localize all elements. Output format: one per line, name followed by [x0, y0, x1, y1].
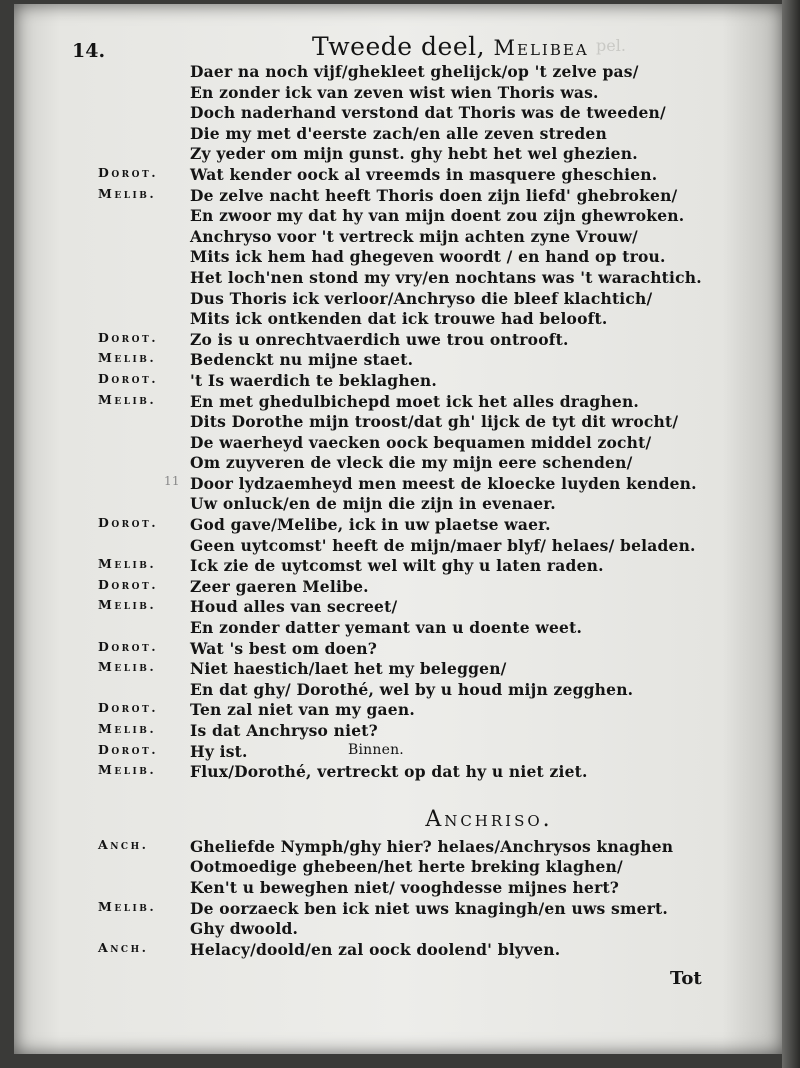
dialogue-block-a [14, 62, 784, 783]
text-line [14, 494, 784, 515]
line-text: Dits Dorothe mijn troost/dat gh' lijck de tyt dit wrocht/ [190, 412, 679, 432]
line-text: Wat 's best om doen? [190, 638, 378, 658]
line-text: God gave/Melibe, ick in uw plaetse waer. [190, 515, 551, 535]
text-line [14, 433, 784, 454]
text-line [14, 515, 784, 536]
text-line [14, 227, 784, 248]
line-text: Anchryso voor 't vertreck mijn achten zyne Vrouw/ [190, 226, 638, 246]
text-line [14, 206, 784, 227]
speaker-label: Dorot. [98, 638, 159, 654]
line-text: Wat kender oock al vreemds in masquere gheschien. [190, 164, 658, 184]
text-line [14, 940, 784, 961]
dialogue-block-b [14, 837, 784, 961]
line-text: De waerheyd vaecken oock bequamen middel zocht/ [190, 432, 652, 452]
speaker-label: Melib. [98, 898, 157, 914]
margin-note: 11 [164, 473, 180, 488]
text-line [14, 453, 784, 474]
text-line [14, 899, 784, 920]
text-line [14, 742, 784, 763]
speaker-label: Melib. [98, 597, 157, 613]
text-line [14, 536, 784, 557]
line-text: Zeer gaeren Melibe. [190, 576, 369, 596]
line-text: Door lydzaemheyd men meest de kloecke luyden kenden. [190, 473, 697, 493]
line-text: En dat ghy/ Dorothé, wel by u houd mijn zegghen. [190, 679, 634, 699]
speaker-label: Melib. [98, 185, 157, 201]
speaker-label: Dorot. [98, 576, 159, 592]
line-text: Ghy dwoold. [190, 919, 299, 939]
text-line [14, 857, 784, 878]
book-edge [782, 0, 800, 1068]
scene-heading-text: Anchriso. [425, 806, 553, 832]
text-line [14, 618, 784, 639]
scene-heading [14, 797, 784, 837]
line-text: De zelve nacht heeft Thoris doen zijn liefd' ghebroken/ [190, 185, 678, 205]
bleed-through-text: pel. [596, 36, 626, 55]
stage-direction: Binnen. [348, 741, 404, 758]
line-text: Is dat Anchryso niet? [190, 721, 378, 740]
text-line [14, 762, 784, 783]
text-line [14, 83, 784, 104]
text-line [14, 165, 784, 186]
text-line [14, 837, 784, 858]
line-text: Zo is u onrechtvaerdich uwe trou ontrooft. [190, 329, 569, 349]
speaker-label: Melib. [98, 721, 157, 736]
line-text: Doch naderhand verstond dat Thoris was de tweeden/ [190, 103, 666, 123]
text-line [14, 597, 784, 618]
line-text: Bedenckt nu mijne staet. [190, 350, 414, 370]
text-line [14, 577, 784, 598]
text-line [14, 103, 784, 124]
line-text: En zonder datter yemant van u doente weet. [190, 618, 583, 638]
line-text: Uw onluck/en de mijn die zijn in evenaer. [190, 494, 556, 514]
catchword: Tot [670, 968, 702, 989]
text-line [14, 309, 784, 330]
line-text: Ootmoedige ghebeen/het herte breking klaghen/ [190, 857, 623, 877]
running-title-name: Melibea [493, 36, 589, 60]
text-line [14, 700, 784, 721]
text-line [14, 124, 784, 145]
line-text: Zy yeder om mijn gunst. ghy hebt het wel ghezien. [190, 144, 638, 164]
line-text: Hy ist. [190, 741, 248, 761]
text-line [14, 659, 784, 680]
text-line [14, 144, 784, 165]
speaker-label: Melib. [98, 556, 157, 572]
line-text: Daer na noch vijf/ghekleet ghelijck/op 't zelve pas/ [190, 62, 639, 81]
line-text: 't Is waerdich te beklaghen. [190, 370, 437, 390]
text-line [14, 474, 784, 495]
text-line [14, 412, 784, 433]
text-line [14, 680, 784, 701]
line-text: Houd alles van secreet/ [190, 597, 398, 617]
speaker-label: Dorot. [98, 741, 159, 757]
text-line [14, 721, 784, 742]
running-title [312, 32, 589, 61]
page-body [14, 62, 784, 960]
page-number: 14. [72, 40, 106, 62]
speaker-label: Melib. [98, 350, 157, 366]
speaker-label: Anch. [98, 836, 149, 852]
text-line [14, 289, 784, 310]
text-line [14, 392, 784, 413]
speaker-label: Dorot. [98, 515, 159, 531]
line-text: En zwoor my dat hy van mijn doent zou zijn ghewroken. [190, 206, 685, 226]
line-text: Het loch'nen stond my vry/en nochtans was 't warachtich. [190, 267, 702, 287]
text-line [14, 556, 784, 577]
line-text: Die my met d'eerste zach/en alle zeven streden [190, 123, 607, 143]
line-text: Ken't u beweghen niet/ vooghdesse mijnes hert? [190, 877, 620, 897]
text-line [14, 371, 784, 392]
line-text: De oorzaeck ben ick niet uws knagingh/en uws smert. [190, 898, 668, 918]
line-text: Niet haestich/laet het my beleggen/ [190, 659, 507, 679]
text-line [14, 330, 784, 351]
line-text: Om zuyveren de vleck die my mijn eere schenden/ [190, 453, 633, 473]
line-text: Geen uytcomst' heeft de mijn/maer blyf/ helaes/ beladen. [190, 535, 696, 555]
line-text: En zonder ick van zeven wist wien Thoris was. [190, 82, 599, 102]
text-line [14, 639, 784, 660]
text-line [14, 268, 784, 289]
speaker-label: Dorot. [98, 164, 159, 180]
text-line [14, 878, 784, 899]
speaker-label: Melib. [98, 762, 157, 778]
text-line [14, 186, 784, 207]
text-line [14, 62, 784, 83]
line-text: Mits ick ontkenden dat ick trouwe had belooft. [190, 309, 608, 329]
speaker-label: Melib. [98, 391, 157, 407]
line-text: Gheliefde Nymph/ghy hier? helaes/Anchrysos knaghen [190, 836, 674, 856]
line-text: En met ghedulbichepd moet ick het alles draghen. [190, 391, 640, 411]
speaker-label: Dorot. [98, 370, 159, 386]
text-line [14, 247, 784, 268]
speaker-label: Dorot. [98, 329, 159, 345]
speaker-label: Melib. [98, 659, 157, 675]
page-header [14, 20, 784, 60]
speaker-label: Dorot. [98, 700, 159, 716]
text-line [14, 350, 784, 371]
book-page [14, 4, 784, 1054]
line-text: Ick zie de uytcomst wel wilt ghy u laten raden. [190, 556, 604, 576]
line-text: Helacy/doold/en zal oock doolend' blyven. [190, 939, 561, 959]
line-text: Dus Thoris ick verloor/Anchryso die bleef klachtich/ [190, 288, 653, 308]
line-text: Ten zal niet van my gaen. [190, 700, 415, 720]
running-title-text: Tweede deel, [312, 32, 486, 61]
line-text: Flux/Dorothé, vertreckt op dat hy u niet ziet. [190, 762, 588, 782]
text-line [14, 919, 784, 940]
line-text: Mits ick hem had ghegeven woordt / en hand op trou. [190, 247, 666, 267]
speaker-label: Anch. [98, 939, 149, 955]
